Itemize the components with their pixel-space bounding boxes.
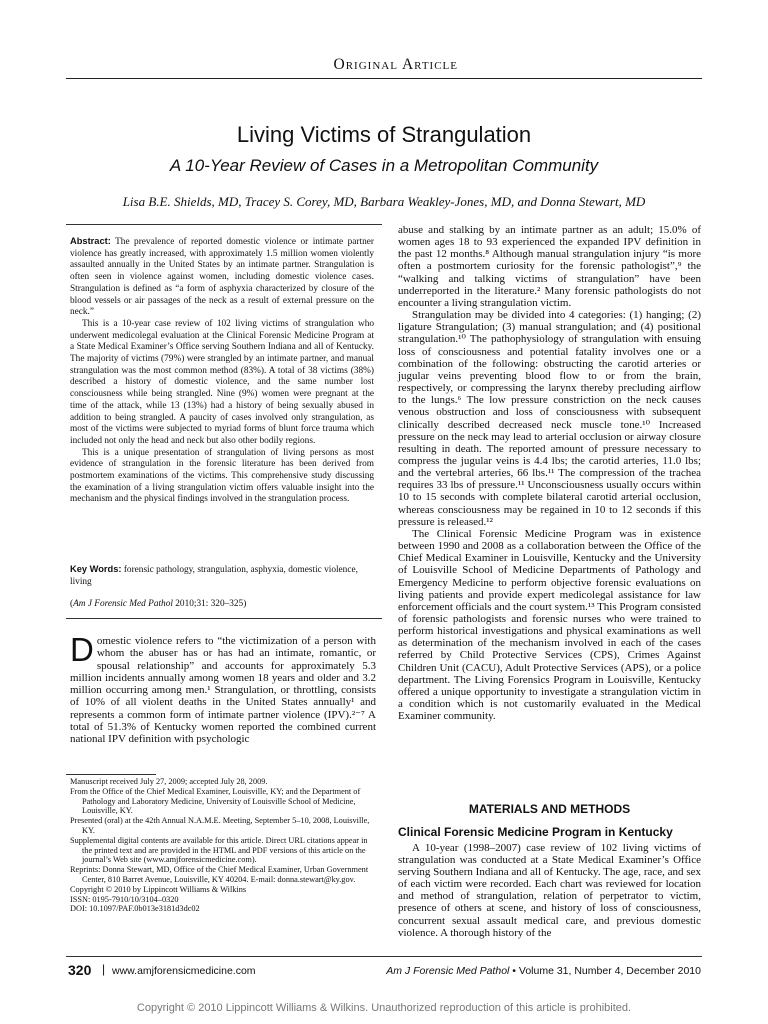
abstract-bottom-rule bbox=[66, 618, 382, 619]
footnote-affiliation: From the Office of the Chief Medical Examiner, Louisville, KY; and the Department of Pathology and Laboratory Medicine, University of Louisville School of Medicine, Louisville, KY. bbox=[70, 786, 361, 816]
footnote-copyright: Copyright © 2010 by Lippincott Williams & Wilkins bbox=[70, 884, 247, 894]
section-label: Original Article bbox=[333, 56, 458, 73]
footnote-rule bbox=[66, 774, 156, 775]
citation: (Am J Forensic Med Pathol 2010;31: 320–325) bbox=[70, 599, 247, 609]
abstract bbox=[70, 236, 374, 506]
footnotes bbox=[70, 777, 376, 914]
footnote-supplemental: Supplemental digital contents are available for this article. Direct URL citations appear in the printed text and are provided in the HTML and PDF versions of this article on the journal’s Web site (www.amjforensicmedicine.com). bbox=[70, 835, 368, 865]
abstract-paragraph-2: This is a 10-year case review of 102 living victims of strangulation who underwent medicolegal evaluation at the Clinical Forensic Medicine Program at a State Medical Examiner’s Office serving Southern Indiana and all of Kentucky. The majority of victims (79%) were strangled by an intimate partner, and manual strangulation was the most common method (83%). A total of 38 victims (38%) described a history of domestic violence, and the same number lost consciousness while being strangled. Nine (9%) women were pregnant at the time of the attack, while 13 (13%) had a history of being sexually abused in addition to being strangled. A paucity of cases involved only strangulation, as most of the victims were subjected to myriad forms of blunt force trauma which included not only the head and neck but also other bodily regions. bbox=[70, 318, 374, 446]
footer-separator: | bbox=[102, 962, 106, 976]
drop-cap: D bbox=[70, 631, 94, 668]
body-paragraph-2: Strangulation may be divided into 4 categories: (1) hanging; (2) ligature Strangulation; (3) manual strangulation; and (4) positional strangulation.¹⁰ The pathophysiology of strangulation with ensuing loss of consciousness and potential fatality involves one or a combination of the following: obstructing the carotid arteries or jugular veins preventing blood flow to or from the brain, respectively, or compressing the larynx thereby precluding airflow to the lungs.⁶ The low pressure constriction on the neck causes venous obstruction and loss of consciousness with subsequent clinically described decreased neck muscle tone.¹⁰ Increased pressure on the neck may lead to arterial occlusion or airway closure resulting in death. The reported amount of pressure necessary to compress the jugular veins is 4.4 lbs; the carotid arteries, 11.0 lbs; and the vertebral arteries, 66 lbs.¹¹ The compression of the trachea requires 33 lbs of pressure.¹¹ Unconsciousness usually occurs within 10 to 15 seconds with complete bilateral carotid arterial occlusion, whereas consciousness may be regained in 10 to 12 seconds if this pressure is released.¹² bbox=[398, 309, 701, 528]
footer-journal-url[interactable]: www.amjforensicmedicine.com bbox=[112, 965, 256, 977]
header-rule bbox=[66, 78, 702, 79]
author-list: Lisa B.E. Shields, MD, Tracey S. Corey, MD, Barbara Weakley-Jones, MD, and Donna Stewart, MD bbox=[122, 194, 646, 209]
page-number: 320 bbox=[68, 962, 92, 978]
article-subtitle: A 10-Year Review of Cases in a Metropolitan Community bbox=[169, 156, 599, 175]
introduction bbox=[70, 631, 376, 746]
subsection-heading: Clinical Forensic Medicine Program in Kentucky bbox=[398, 825, 673, 839]
keywords bbox=[70, 564, 374, 589]
footnote-doi: DOI: 10.1097/PAF.0b013e3181d3dc02 bbox=[70, 904, 200, 914]
article-title: Living Victims of Strangulation bbox=[236, 122, 532, 147]
footer-issue: • Volume 31, Number 4, December 2010 bbox=[512, 965, 701, 977]
copyright-notice: Copyright © 2010 Lippincott Williams & Wilkins. Unauthorized reproduction of this article is prohibited. bbox=[136, 1002, 632, 1014]
abstract-paragraph-3: This is a unique presentation of strangulation of living persons as most evidence of strangulation in the forensic literature has been derived from postmortem examinations of the victims. This comprehensive study discussing the examination of a living strangulation victim offers valuable insight into the mechanism and the physical findings involved in the strangulation process. bbox=[70, 447, 374, 505]
keywords-label: Key Words: bbox=[70, 564, 122, 574]
abstract-paragraph-1 bbox=[70, 236, 374, 319]
abstract-label: Abstract: bbox=[70, 236, 111, 246]
citation-journal: Am J Forensic Med Pathol bbox=[73, 599, 173, 609]
footnote-presented: Presented (oral) at the 42th Annual N.A.M.E. Meeting, September 5–10, 2008, Louisville, KY. bbox=[70, 816, 370, 835]
keywords-text: forensic pathology, strangulation, asphyxia, domestic violence, living bbox=[70, 565, 358, 587]
footnote-reprints: Reprints: Donna Stewart, MD, Office of the Chief Medical Examiner, Urban Government Center, 810 Barret Avenue, Louisville, KY 40204. E-mail: donna.stewart@ky.gov. bbox=[70, 865, 369, 884]
abstract-text-1: The prevalence of reported domestic violence or intimate partner violence has greatly increased, with approximately 1.5 million women violently assaulted annually in the United States by an intimate partner. Strangulation is often seen in violence against women, including domestic violence cases. Strangulation is defined as “a form of asphyxia characterized by closure of the blood vessels or air passages of the neck as a result of external pressure on the neck.” bbox=[70, 237, 374, 318]
footnote-issn: ISSN: 0195-7910/10/3104–0320 bbox=[70, 894, 179, 904]
methods-paragraph: A 10-year (1998–2007) case review of 102 living victims of strangulation was conducted at a State Medical Examiner’s Office serving Southern Indiana and all of Kentucky. The age, race, and sex of each victim were recorded. Each chart was reviewed for location and method of strangulation, relation of perpetrator to victim, presence of others at scene, and history of loss of consciousness, concurrent sexual assault medical care, and previous domestic violence. A thorough history of the bbox=[398, 842, 701, 939]
body-paragraph-3: The Clinical Forensic Medicine Program was in existence between 1990 and 2008 as a collaboration between the Office of the Chief Medical Examiner in Louisville, Kentucky and the University of Louisville School of Medicine Departments of Pathology and Emergency Medicine to perform objective forensic evaluations on living patients and provide expert medicolegal assistance for law enforcement officials and the court system.¹³ This Program consisted of forensic pathologists and forensic nurses who were trained to perform historical investigations and physical examinations as well as determination of the mechanism involved in each of the cases referred by Child Protective Services (CPS), Crimes Against Children Unit (CACU), Adult Protective Services (APS), or a police department. The Living Forensics Program in Louisville, Kentucky offered a unique opportunity to investigate a strangulation victim in a condition which is not customarily evaluated in the Medical Examiner community. bbox=[398, 527, 701, 723]
footer-journal-name: Am J Forensic Med Pathol bbox=[386, 965, 510, 977]
footer-journal-info bbox=[386, 965, 701, 977]
section-heading-materials-methods: MATERIALS AND METHODS bbox=[468, 802, 631, 816]
citation-details: 2010;31: 320–325 bbox=[175, 599, 244, 609]
introduction-text: omestic violence refers to “the victimization of a person with whom the abuser has or has had an intimate, romantic, or spousal relationship” and accounts for approximately 5.3 million incidents annually among women 18 years and older and 3.2 million occurring among men.¹ Strangulation, or throttling, consists of 10% of all violent deaths in the United States annually¹ and represents a common form of intimate partner violence (IPV).²⁻⁷ A total of 51.3% of Kentucky women reported the combined current national IPV definition with psychologic bbox=[70, 635, 376, 746]
footer-rule bbox=[66, 956, 702, 957]
body-paragraph-1: abuse and stalking by an intimate partner as an adult; 15.0% of women ages 18 to 93 experienced the expanded IPV definition in the past 12 months.⁸ Although manual strangulation injury “is more often a postmortem curiosity for the forensic pathologist”,⁹ the “walking and talking victims of strangulation” have been underreported in the literature.² Many forensic pathologists do not encounter a living strangulation victim. bbox=[398, 224, 701, 309]
footnote-received: Manuscript received July 27, 2009; accepted July 28, 2009. bbox=[70, 777, 268, 786]
right-column bbox=[398, 224, 701, 722]
abstract-top-rule bbox=[66, 224, 382, 225]
